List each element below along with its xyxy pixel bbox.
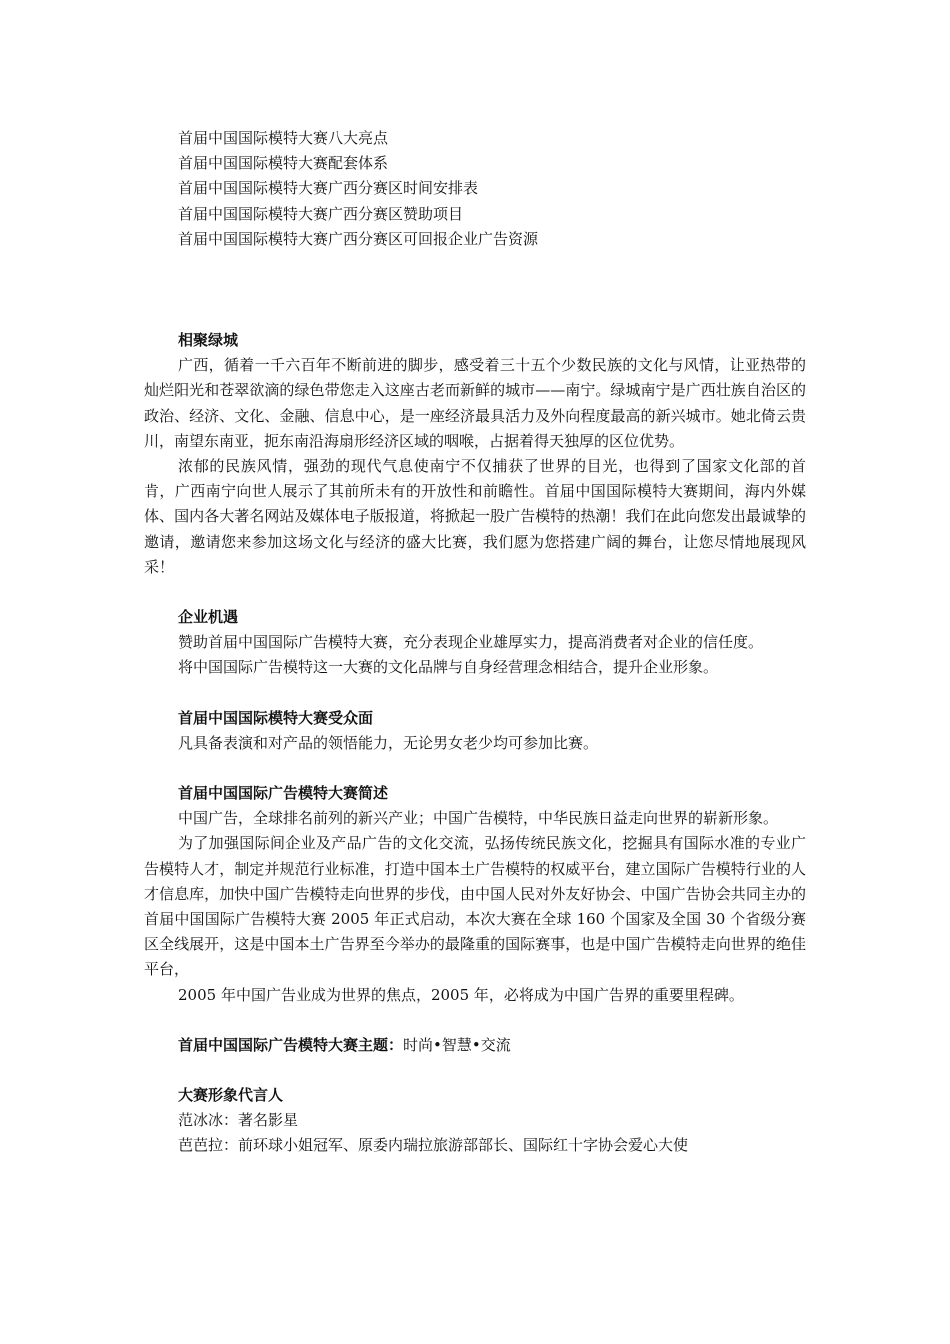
contents-item-schedule: 首届中国国际模特大赛广西分赛区时间安排表 <box>178 179 479 198</box>
section-heading: 首届中国国际模特大赛受众面 <box>178 708 374 727</box>
contents-item-highlights: 首届中国国际模特大赛八大亮点 <box>178 129 389 147</box>
paragraph: 凡具备表演和对产品的领悟能力，无论男女老少均可参加比赛。 <box>178 733 599 752</box>
paragraph: 2005 年中国广告业成为世界的焦点，2005 年，必将成为中国广告界的重要里程碑。 <box>178 985 744 1004</box>
theme-text: 时尚•智慧•交流 <box>403 1035 511 1054</box>
contents-list <box>144 126 806 252</box>
ambassador-line: 范冰冰：著名影星 <box>178 1111 299 1130</box>
paragraph: 赞助首届中国国际广告模特大赛，充分表现企业雄厚实力，提高消费者对企业的信任度。 <box>178 633 764 652</box>
paragraph: 广西，循着一千六百年不断前进的脚步，感受着三十五个少数民族的文化与风情，让亚热带的灿烂阳光和苍翠欲滴的绿色带您走入这座古老而新鲜的城市——南宁。绿城南宁是广西壮族自治区的政治、经济、文化、金融、信息中心，是一座经济最具活力及外向程度最高的新兴城市。她北倚云贵川，南望东南亚，扼东南沿海扇形经济区域的咽喉，占据着得天独厚的区位优势。 <box>144 356 806 450</box>
contents-item-sponsorship: 首届中国国际模特大赛广西分赛区赞助项目 <box>178 204 464 223</box>
section-heading: 企业机遇 <box>178 607 239 626</box>
section-green-city <box>144 328 806 580</box>
paragraph: 为了加强国际间企业及产品广告的文化交流，弘扬传统民族文化，挖掘具有国际水准的专业广告模特人才，制定并规范行业标准，打造中国本土广告模特的权威平台，建立国际广告模特行业的人才信息库，加快中国广告模特走向世界的步伐，由中国人民对外友好协会、中国广告协会共同主办的首届中国国际广告模特大赛 2005 年正式启动，本次大赛在全球 160 个国家及全国 30 个省级分赛区全线展开，这是中国本土广告界至今举办的最隆重的国际赛事，也是中国广告模特走向世界的绝佳平台， <box>144 834 806 979</box>
paragraph: 将中国国际广告模特这一大赛的文化品牌与自身经营理念相结合，提升企业形象。 <box>178 658 719 677</box>
section-heading: 首届中国国际广告模特大赛主题： <box>178 1035 404 1054</box>
section-theme <box>144 1033 806 1058</box>
paragraph: 浓郁的民族风情，强劲的现代气息使南宁不仅捕获了世界的目光，也得到了国家文化部的首肯，广西南宁向世人展示了其前所未有的开放性和前瞻性。首届中国国际模特大赛期间，海内外媒体、国内各大著名网站及媒体电子版报道，将掀起一股广告模特的热潮！我们在此向您发出最诚挚的邀请，邀请您来参加这场文化与经济的盛大比赛，我们愿为您搭建广阔的舞台，让您尽情地展现风采！ <box>144 456 806 576</box>
contents-item-ad-resources: 首届中国国际模特大赛广西分赛区可回报企业广告资源 <box>178 229 539 248</box>
document-body <box>144 126 806 1159</box>
section-heading: 首届中国国际广告模特大赛简述 <box>178 783 389 802</box>
ambassador-line: 芭芭拉：前环球小姐冠军、原委内瑞拉旅游部部长、国际红十字协会爱心大使 <box>178 1136 689 1155</box>
contents-item-support-system: 首届中国国际模特大赛配套体系 <box>178 154 389 173</box>
paragraph: 中国广告，全球排名前列的新兴产业；中国广告模特，中华民族日益走向世界的崭新形象。 <box>178 809 779 828</box>
section-heading: 大赛形象代言人 <box>178 1085 284 1104</box>
section-business-opportunity <box>144 605 806 681</box>
section-heading: 相聚绿城 <box>178 330 239 349</box>
section-audience <box>144 706 806 756</box>
theme-line <box>144 1033 806 1058</box>
section-ambassadors <box>144 1083 806 1159</box>
section-overview <box>144 781 806 1008</box>
